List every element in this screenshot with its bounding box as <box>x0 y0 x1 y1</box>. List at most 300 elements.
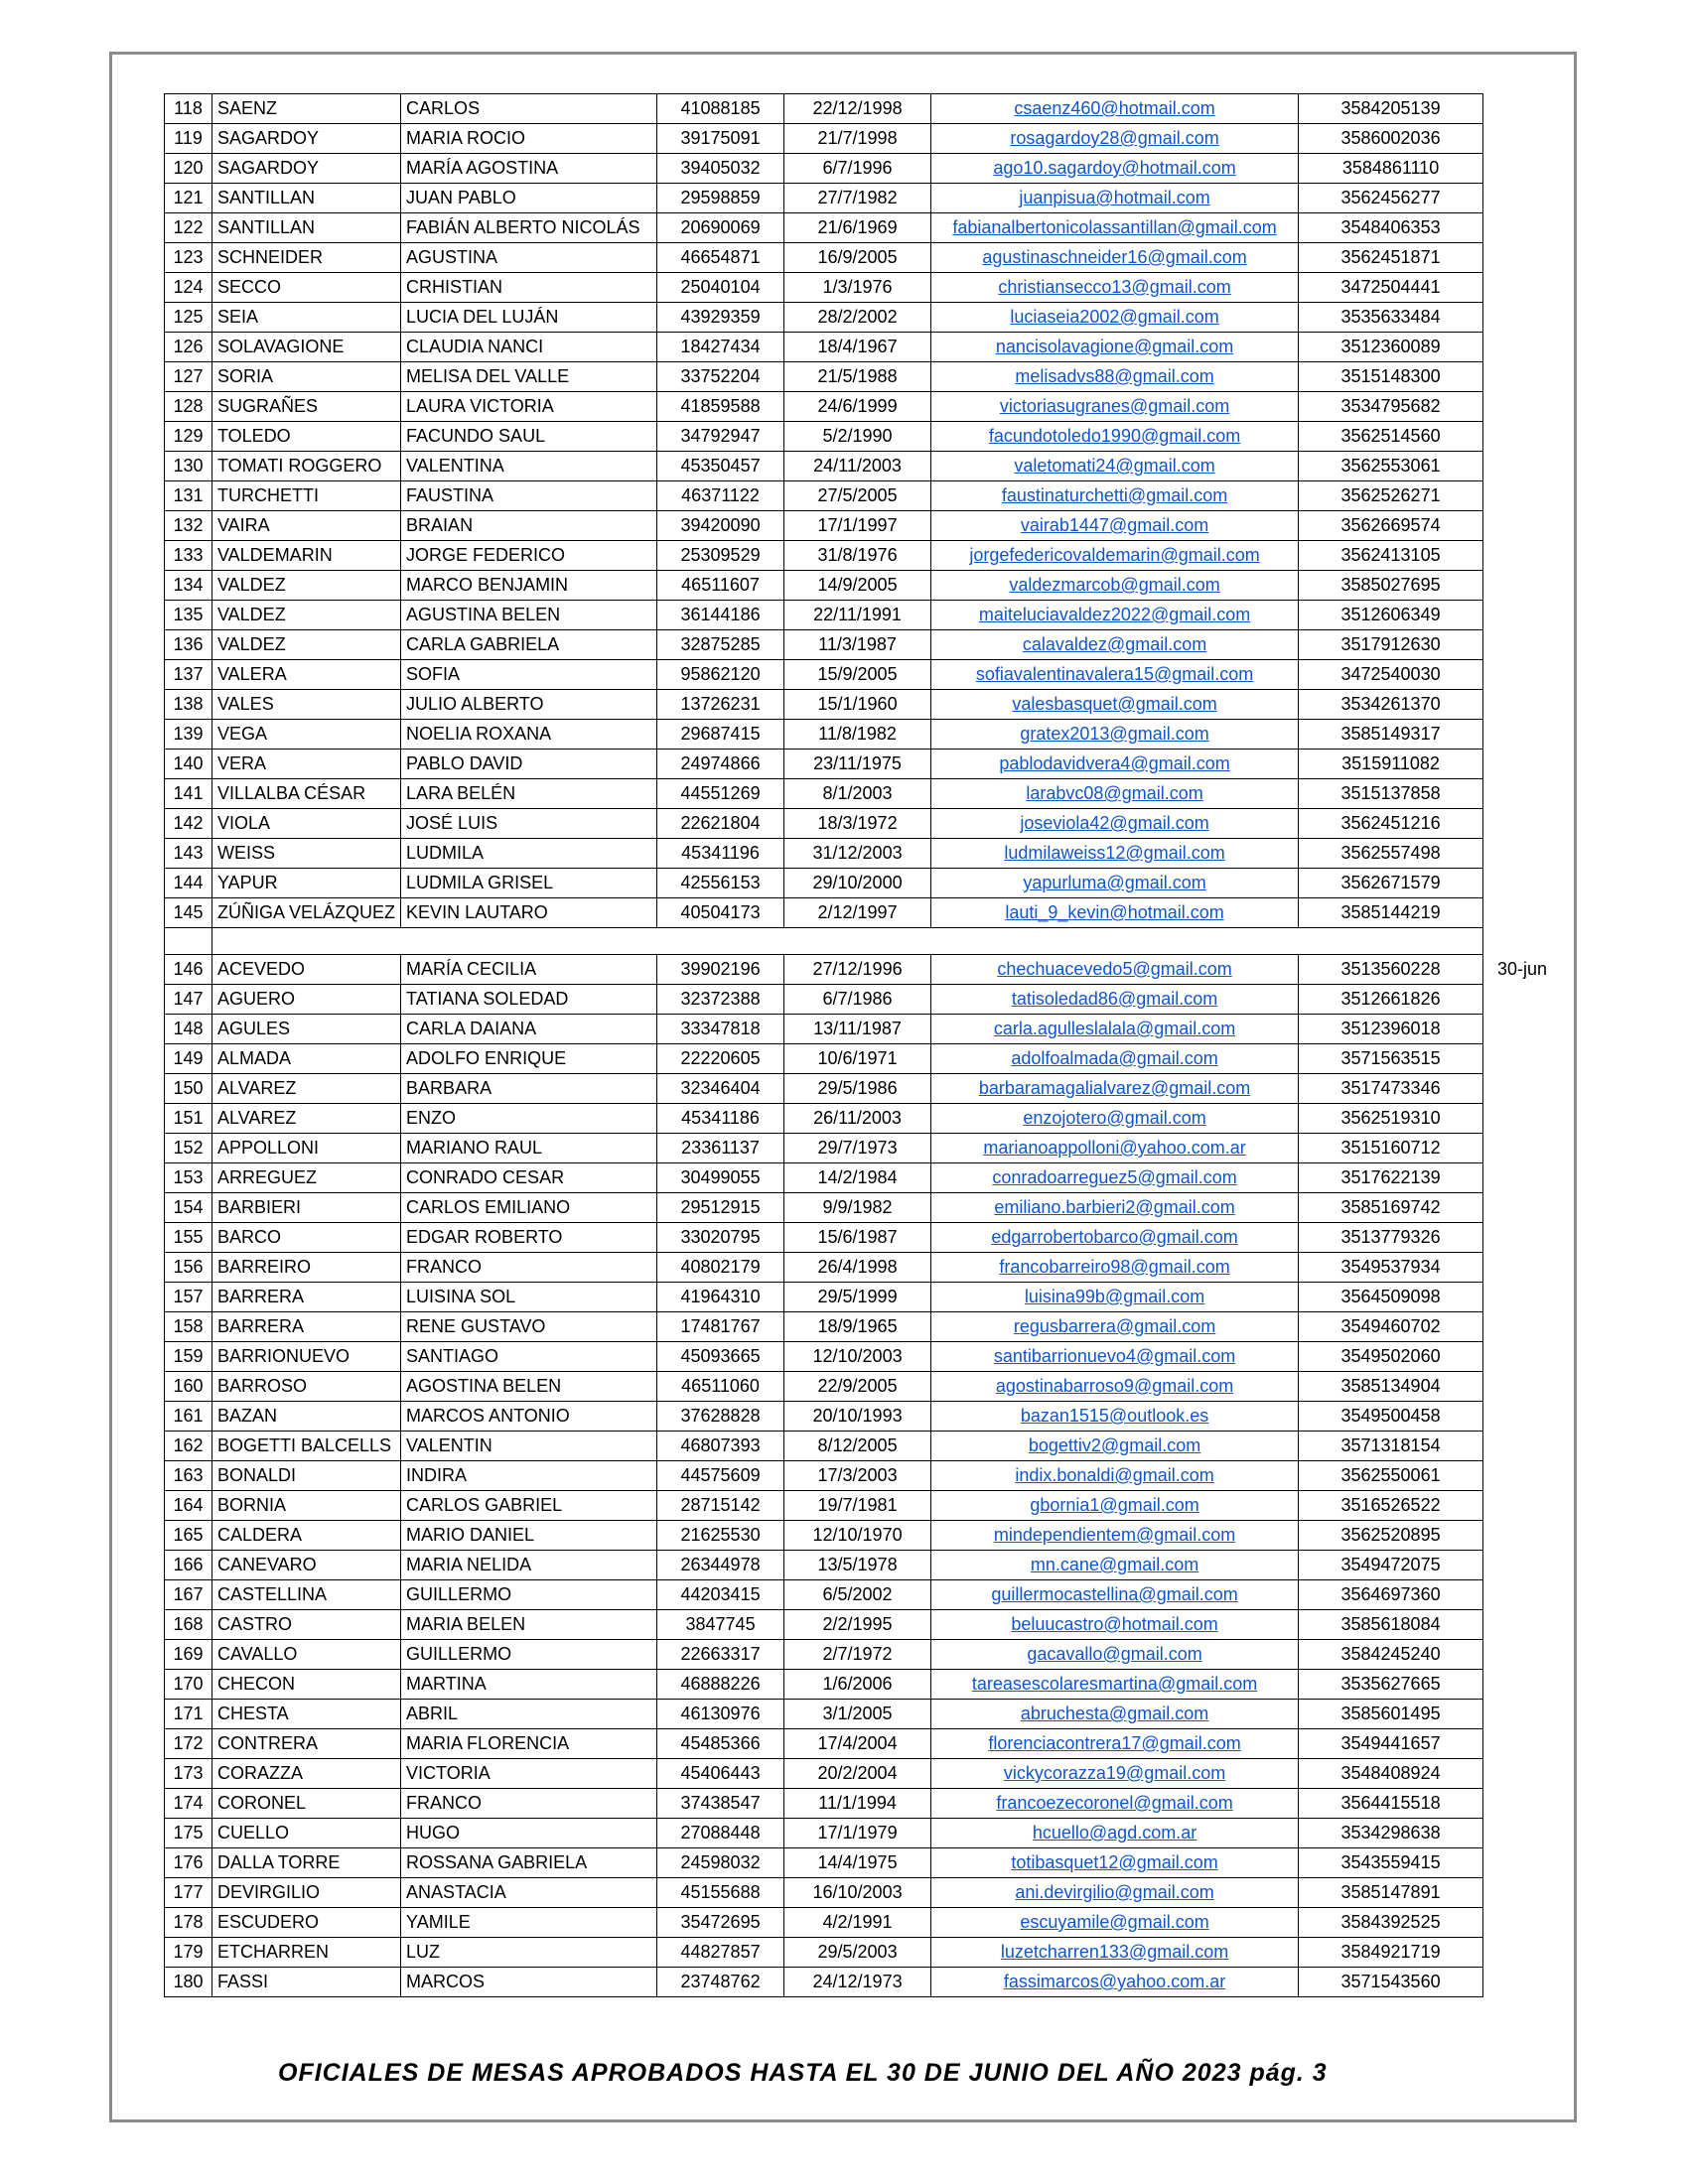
surname: BARRERA <box>212 1283 401 1312</box>
surname: ZÚÑIGA VELÁZQUEZ <box>212 898 401 928</box>
document-number: 34792947 <box>657 422 784 452</box>
surname: TOMATI ROGGERO <box>212 452 401 481</box>
email-link[interactable]: calavaldez@gmail.com <box>931 630 1299 660</box>
birth-date: 8/1/2003 <box>784 779 931 809</box>
phone-number: 3584921719 <box>1299 1938 1483 1968</box>
phone-number: 3564415518 <box>1299 1789 1483 1819</box>
birth-date: 26/4/1998 <box>784 1253 931 1283</box>
table-row <box>165 601 1483 630</box>
email-link[interactable]: victoriasugranes@gmail.com <box>931 392 1299 422</box>
birth-date: 15/9/2005 <box>784 660 931 690</box>
row-number: 151 <box>165 1104 212 1134</box>
given-names: VALENTINA <box>401 452 657 481</box>
email-link[interactable]: jorgefedericovaldemarin@gmail.com <box>931 541 1299 571</box>
email-link[interactable]: carla.agulleslalala@gmail.com <box>931 1015 1299 1044</box>
document-number: 26344978 <box>657 1551 784 1580</box>
row-number: 169 <box>165 1640 212 1670</box>
birth-date: 21/7/1998 <box>784 124 931 154</box>
table-row <box>165 511 1483 541</box>
email-link[interactable]: rosagardoy28@gmail.com <box>931 124 1299 154</box>
table-row <box>165 1789 1483 1819</box>
email-link[interactable]: conradoarreguez5@gmail.com <box>931 1163 1299 1193</box>
email-link[interactable]: edgarrobertobarco@gmail.com <box>931 1223 1299 1253</box>
table-row <box>165 1253 1483 1283</box>
birth-date: 6/5/2002 <box>784 1580 931 1610</box>
surname: CHESTA <box>212 1700 401 1729</box>
email-link[interactable]: agustinaschneider16@gmail.com <box>931 243 1299 273</box>
row-number: 123 <box>165 243 212 273</box>
given-names: INDIRA <box>401 1461 657 1491</box>
birth-date: 29/7/1973 <box>784 1134 931 1163</box>
email-link[interactable]: gratex2013@gmail.com <box>931 720 1299 750</box>
birth-date: 27/5/2005 <box>784 481 931 511</box>
table-row <box>165 243 1483 273</box>
document-number: 36144186 <box>657 601 784 630</box>
phone-number: 3585169742 <box>1299 1193 1483 1223</box>
phone-number: 3584392525 <box>1299 1908 1483 1938</box>
table-row <box>165 1283 1483 1312</box>
table-row <box>165 1134 1483 1163</box>
phone-number: 3585144219 <box>1299 898 1483 928</box>
row-number: 124 <box>165 273 212 303</box>
birth-date: 22/11/1991 <box>784 601 931 630</box>
row-number: 146 <box>165 955 212 985</box>
given-names: FACUNDO SAUL <box>401 422 657 452</box>
document-number: 45341196 <box>657 839 784 869</box>
surname: ETCHARREN <box>212 1938 401 1968</box>
phone-number: 3585027695 <box>1299 571 1483 601</box>
document-number: 25309529 <box>657 541 784 571</box>
given-names: AGUSTINA BELEN <box>401 601 657 630</box>
email-link[interactable]: florenciacontrera17@gmail.com <box>931 1729 1299 1759</box>
surname: BARREIRO <box>212 1253 401 1283</box>
row-number: 136 <box>165 630 212 660</box>
row-number: 176 <box>165 1848 212 1878</box>
row-number: 145 <box>165 898 212 928</box>
given-names: RENE GUSTAVO <box>401 1312 657 1342</box>
phone-number: 3571318154 <box>1299 1432 1483 1461</box>
email-link[interactable]: valdezmarcob@gmail.com <box>931 571 1299 601</box>
row-number: 129 <box>165 422 212 452</box>
row-number: 152 <box>165 1134 212 1163</box>
phone-number: 3562550061 <box>1299 1461 1483 1491</box>
email-link[interactable]: bogettiv2@gmail.com <box>931 1432 1299 1461</box>
surname: BARRERA <box>212 1312 401 1342</box>
surname: AGUERO <box>212 985 401 1015</box>
email-link[interactable]: nancisolavagione@gmail.com <box>931 333 1299 362</box>
email-link[interactable]: juanpisua@hotmail.com <box>931 184 1299 213</box>
document-number: 39902196 <box>657 955 784 985</box>
table-row <box>165 720 1483 750</box>
given-names: JULIO ALBERTO <box>401 690 657 720</box>
document-number: 46654871 <box>657 243 784 273</box>
row-number: 174 <box>165 1789 212 1819</box>
email-link[interactable]: marianoappolloni@yahoo.com.ar <box>931 1134 1299 1163</box>
email-link[interactable]: joseviola42@gmail.com <box>931 809 1299 839</box>
table-row <box>165 1402 1483 1432</box>
document-number: 45155688 <box>657 1878 784 1908</box>
birth-date: 31/8/1976 <box>784 541 931 571</box>
email-link[interactable]: barbaramagalialvarez@gmail.com <box>931 1074 1299 1104</box>
document-number: 33752204 <box>657 362 784 392</box>
document-number: 41088185 <box>657 94 784 124</box>
row-number: 171 <box>165 1700 212 1729</box>
surname: SAGARDOY <box>212 154 401 184</box>
surname: VALDEMARIN <box>212 541 401 571</box>
table-row <box>165 1759 1483 1789</box>
surname: DEVIRGILIO <box>212 1878 401 1908</box>
document-number: 46130976 <box>657 1700 784 1729</box>
row-number: 178 <box>165 1908 212 1938</box>
birth-date: 16/9/2005 <box>784 243 931 273</box>
email-link[interactable]: luciaseia2002@gmail.com <box>931 303 1299 333</box>
surname: SOLAVAGIONE <box>212 333 401 362</box>
document-number: 37438547 <box>657 1789 784 1819</box>
email-link[interactable]: pablodavidvera4@gmail.com <box>931 750 1299 779</box>
email-link[interactable]: luisina99b@gmail.com <box>931 1283 1299 1312</box>
table-row <box>165 690 1483 720</box>
table-row <box>165 481 1483 511</box>
birth-date: 18/9/1965 <box>784 1312 931 1342</box>
row-number: 131 <box>165 481 212 511</box>
phone-number: 3534261370 <box>1299 690 1483 720</box>
email-link[interactable]: escuyamile@gmail.com <box>931 1908 1299 1938</box>
row-number: 119 <box>165 124 212 154</box>
birth-date: 29/5/2003 <box>784 1938 931 1968</box>
phone-number: 3585134904 <box>1299 1372 1483 1402</box>
birth-date: 2/12/1997 <box>784 898 931 928</box>
given-names: MARTINA <box>401 1670 657 1700</box>
given-names: SOFIA <box>401 660 657 690</box>
document-number: 18427434 <box>657 333 784 362</box>
phone-number: 3584245240 <box>1299 1640 1483 1670</box>
surname: ACEVEDO <box>212 955 401 985</box>
email-link[interactable]: mindependientem@gmail.com <box>931 1521 1299 1551</box>
email-link[interactable]: maiteluciavaldez2022@gmail.com <box>931 601 1299 630</box>
row-number: 143 <box>165 839 212 869</box>
email-link[interactable]: tatisoledad86@gmail.com <box>931 985 1299 1015</box>
row-number: 139 <box>165 720 212 750</box>
birth-date: 27/12/1996 <box>784 955 931 985</box>
surname: VAIRA <box>212 511 401 541</box>
surname: VERA <box>212 750 401 779</box>
given-names: CARLOS <box>401 94 657 124</box>
phone-number: 3562671579 <box>1299 869 1483 898</box>
given-names: MARÍA CECILIA <box>401 955 657 985</box>
email-link[interactable]: agostinabarroso9@gmail.com <box>931 1372 1299 1402</box>
document-number: 32346404 <box>657 1074 784 1104</box>
surname: AGULES <box>212 1015 401 1044</box>
surname: SCHNEIDER <box>212 243 401 273</box>
birth-date: 14/4/1975 <box>784 1848 931 1878</box>
row-number: 168 <box>165 1610 212 1640</box>
given-names: FABIÁN ALBERTO NICOLÁS <box>401 213 657 243</box>
surname: SUGRAÑES <box>212 392 401 422</box>
table-row <box>165 1044 1483 1074</box>
birth-date: 12/10/1970 <box>784 1521 931 1551</box>
email-link[interactable]: vairab1447@gmail.com <box>931 511 1299 541</box>
email-link[interactable]: ago10.sagardoy@hotmail.com <box>931 154 1299 184</box>
row-number: 121 <box>165 184 212 213</box>
date-note: 30-jun <box>1497 958 1548 979</box>
email-link[interactable]: luzetcharren133@gmail.com <box>931 1938 1299 1968</box>
document-number: 40802179 <box>657 1253 784 1283</box>
email-link[interactable]: christiansecco13@gmail.com <box>931 273 1299 303</box>
email-link[interactable]: bazan1515@outlook.es <box>931 1402 1299 1432</box>
row-number: 126 <box>165 333 212 362</box>
document-number: 21625530 <box>657 1521 784 1551</box>
given-names: CLAUDIA NANCI <box>401 333 657 362</box>
email-link[interactable]: tareasescolaresmartina@gmail.com <box>931 1670 1299 1700</box>
row-number: 130 <box>165 452 212 481</box>
surname: WEISS <box>212 839 401 869</box>
given-names: MELISA DEL VALLE <box>401 362 657 392</box>
phone-number: 3472504441 <box>1299 273 1483 303</box>
given-names: LUISINA SOL <box>401 1283 657 1312</box>
birth-date: 20/2/2004 <box>784 1759 931 1789</box>
document-number: 30499055 <box>657 1163 784 1193</box>
email-link[interactable]: chechuacevedo5@gmail.com <box>931 955 1299 985</box>
surname: CASTRO <box>212 1610 401 1640</box>
given-names: JUAN PABLO <box>401 184 657 213</box>
surname: DALLA TORRE <box>212 1848 401 1878</box>
phone-number: 3517622139 <box>1299 1163 1483 1193</box>
document-number: 44203415 <box>657 1580 784 1610</box>
document-number: 32372388 <box>657 985 784 1015</box>
phone-number: 3535633484 <box>1299 303 1483 333</box>
phone-number: 3512661826 <box>1299 985 1483 1015</box>
given-names: MARCOS <box>401 1968 657 1997</box>
email-link[interactable]: valetomati24@gmail.com <box>931 452 1299 481</box>
phone-number: 3562526271 <box>1299 481 1483 511</box>
surname: APPOLLONI <box>212 1134 401 1163</box>
email-link[interactable]: fabianalbertonicolassantillan@gmail.com <box>931 213 1299 243</box>
surname: ESCUDERO <box>212 1908 401 1938</box>
email-link[interactable]: francoezecoronel@gmail.com <box>931 1789 1299 1819</box>
row-number: 128 <box>165 392 212 422</box>
phone-number: 3564697360 <box>1299 1580 1483 1610</box>
table-row <box>165 1819 1483 1848</box>
given-names: LUCIA DEL LUJÁN <box>401 303 657 333</box>
phone-number: 3534795682 <box>1299 392 1483 422</box>
surname: BARBIERI <box>212 1193 401 1223</box>
document-number: 27088448 <box>657 1819 784 1848</box>
given-names: AGUSTINA <box>401 243 657 273</box>
table-row <box>165 303 1483 333</box>
birth-date: 17/1/1997 <box>784 511 931 541</box>
surname: CUELLO <box>212 1819 401 1848</box>
table-row <box>165 333 1483 362</box>
surname: BAZAN <box>212 1402 401 1432</box>
phone-number: 3515160712 <box>1299 1134 1483 1163</box>
row-number: 167 <box>165 1580 212 1610</box>
table-row <box>165 1372 1483 1402</box>
table-row <box>165 124 1483 154</box>
table-row <box>165 809 1483 839</box>
document-number: 43929359 <box>657 303 784 333</box>
email-link[interactable]: fassimarcos@yahoo.com.ar <box>931 1968 1299 1997</box>
row-number: 147 <box>165 985 212 1015</box>
email-link[interactable]: lauti_9_kevin@hotmail.com <box>931 898 1299 928</box>
surname: ALVAREZ <box>212 1074 401 1104</box>
table-row <box>165 1580 1483 1610</box>
table-row <box>165 869 1483 898</box>
document-number: 23748762 <box>657 1968 784 1997</box>
email-link[interactable]: santibarrionuevo4@gmail.com <box>931 1342 1299 1372</box>
phone-number: 3562451216 <box>1299 809 1483 839</box>
given-names: LUZ <box>401 1938 657 1968</box>
email-link[interactable]: gbornia1@gmail.com <box>931 1491 1299 1521</box>
table-row <box>165 213 1483 243</box>
phone-number: 3513560228 <box>1299 955 1483 985</box>
surname: VEGA <box>212 720 401 750</box>
email-link[interactable]: ludmilaweiss12@gmail.com <box>931 839 1299 869</box>
surname: SECCO <box>212 273 401 303</box>
email-link[interactable]: csaenz460@hotmail.com <box>931 94 1299 124</box>
email-link[interactable]: yapurluma@gmail.com <box>931 869 1299 898</box>
row-number: 153 <box>165 1163 212 1193</box>
birth-date: 18/3/1972 <box>784 809 931 839</box>
table-row <box>165 1700 1483 1729</box>
document-number: 13726231 <box>657 690 784 720</box>
given-names: LUDMILA GRISEL <box>401 869 657 898</box>
document-number: 46511060 <box>657 1372 784 1402</box>
table-row <box>165 1670 1483 1700</box>
row-number: 166 <box>165 1551 212 1580</box>
row-number: 180 <box>165 1968 212 1997</box>
given-names: JOSÉ LUIS <box>401 809 657 839</box>
document-number: 45350457 <box>657 452 784 481</box>
birth-date: 14/9/2005 <box>784 571 931 601</box>
given-names: MARIA BELEN <box>401 1610 657 1640</box>
surname: VALES <box>212 690 401 720</box>
table-row <box>165 1104 1483 1134</box>
phone-number: 3472540030 <box>1299 660 1483 690</box>
given-names: ROSSANA GABRIELA <box>401 1848 657 1878</box>
given-names: CARLA GABRIELA <box>401 630 657 660</box>
phone-number: 3562520895 <box>1299 1521 1483 1551</box>
phone-number: 3585149317 <box>1299 720 1483 750</box>
document-number: 17481767 <box>657 1312 784 1342</box>
given-names: KEVIN LAUTARO <box>401 898 657 928</box>
surname: CORAZZA <box>212 1759 401 1789</box>
birth-date: 20/10/1993 <box>784 1402 931 1432</box>
document-number: 41859588 <box>657 392 784 422</box>
row-number: 118 <box>165 94 212 124</box>
given-names: CARLA DAIANA <box>401 1015 657 1044</box>
row-number: 154 <box>165 1193 212 1223</box>
document-number: 20690069 <box>657 213 784 243</box>
email-link[interactable]: larabvc08@gmail.com <box>931 779 1299 809</box>
email-link[interactable]: hcuello@agd.com.ar <box>931 1819 1299 1848</box>
birth-date: 4/2/1991 <box>784 1908 931 1938</box>
birth-date: 9/9/1982 <box>784 1193 931 1223</box>
document-number: 33347818 <box>657 1015 784 1044</box>
email-link[interactable]: enzojotero@gmail.com <box>931 1104 1299 1134</box>
document-number: 46807393 <box>657 1432 784 1461</box>
document-number: 44827857 <box>657 1938 784 1968</box>
email-link[interactable]: totibasquet12@gmail.com <box>931 1848 1299 1878</box>
table-row <box>165 1908 1483 1938</box>
email-link[interactable]: emiliano.barbieri2@gmail.com <box>931 1193 1299 1223</box>
email-link[interactable]: adolfoalmada@gmail.com <box>931 1044 1299 1074</box>
given-names: CARLOS EMILIANO <box>401 1193 657 1223</box>
document-number: 33020795 <box>657 1223 784 1253</box>
surname: ARREGUEZ <box>212 1163 401 1193</box>
phone-number: 3515137858 <box>1299 779 1483 809</box>
table-row <box>165 1223 1483 1253</box>
document-number: 39420090 <box>657 511 784 541</box>
email-link[interactable]: gacavallo@gmail.com <box>931 1640 1299 1670</box>
email-link[interactable]: regusbarrera@gmail.com <box>931 1312 1299 1342</box>
email-link[interactable]: vickycorazza19@gmail.com <box>931 1759 1299 1789</box>
table-row <box>165 422 1483 452</box>
row-number: 172 <box>165 1729 212 1759</box>
document-number: 45485366 <box>657 1729 784 1759</box>
row-number: 155 <box>165 1223 212 1253</box>
row-number: 125 <box>165 303 212 333</box>
birth-date: 16/10/2003 <box>784 1878 931 1908</box>
document-number: 37628828 <box>657 1402 784 1432</box>
surname: BARRIONUEVO <box>212 1342 401 1372</box>
table-row <box>165 839 1483 869</box>
row-number: 148 <box>165 1015 212 1044</box>
birth-date: 24/6/1999 <box>784 392 931 422</box>
email-link[interactable]: indix.bonaldi@gmail.com <box>931 1461 1299 1491</box>
phone-number: 3584861110 <box>1299 154 1483 184</box>
email-link[interactable]: mn.cane@gmail.com <box>931 1551 1299 1580</box>
birth-date: 29/10/2000 <box>784 869 931 898</box>
given-names: NOELIA ROXANA <box>401 720 657 750</box>
birth-date: 23/11/1975 <box>784 750 931 779</box>
table-row <box>165 541 1483 571</box>
birth-date: 15/6/1987 <box>784 1223 931 1253</box>
row-number: 158 <box>165 1312 212 1342</box>
email-link[interactable]: sofiavalentinavalera15@gmail.com <box>931 660 1299 690</box>
email-link[interactable]: faustinaturchetti@gmail.com <box>931 481 1299 511</box>
document-number: 45406443 <box>657 1759 784 1789</box>
email-link[interactable]: ani.devirgilio@gmail.com <box>931 1878 1299 1908</box>
officials-table <box>164 93 1483 1997</box>
email-link[interactable]: valesbasquet@gmail.com <box>931 690 1299 720</box>
given-names: LUDMILA <box>401 839 657 869</box>
given-names: VICTORIA <box>401 1759 657 1789</box>
given-names: ANASTACIA <box>401 1878 657 1908</box>
email-link[interactable]: abruchesta@gmail.com <box>931 1700 1299 1729</box>
phone-number: 3549500458 <box>1299 1402 1483 1432</box>
email-link[interactable]: facundotoledo1990@gmail.com <box>931 422 1299 452</box>
document-number: 39175091 <box>657 124 784 154</box>
birth-date: 28/2/2002 <box>784 303 931 333</box>
email-link[interactable]: beluucastro@hotmail.com <box>931 1610 1299 1640</box>
document-number: 22621804 <box>657 809 784 839</box>
given-names: HUGO <box>401 1819 657 1848</box>
phone-number: 3512396018 <box>1299 1015 1483 1044</box>
birth-date: 2/2/1995 <box>784 1610 931 1640</box>
email-link[interactable]: francobarreiro98@gmail.com <box>931 1253 1299 1283</box>
phone-number: 3534298638 <box>1299 1819 1483 1848</box>
document-number: 22220605 <box>657 1044 784 1074</box>
phone-number: 3515148300 <box>1299 362 1483 392</box>
table-row <box>165 1640 1483 1670</box>
email-link[interactable]: melisadvs88@gmail.com <box>931 362 1299 392</box>
email-link[interactable]: guillermocastellina@gmail.com <box>931 1580 1299 1610</box>
surname: CAVALLO <box>212 1640 401 1670</box>
row-number: 142 <box>165 809 212 839</box>
document-number: 45341186 <box>657 1104 784 1134</box>
surname: BARROSO <box>212 1372 401 1402</box>
given-names: VALENTIN <box>401 1432 657 1461</box>
